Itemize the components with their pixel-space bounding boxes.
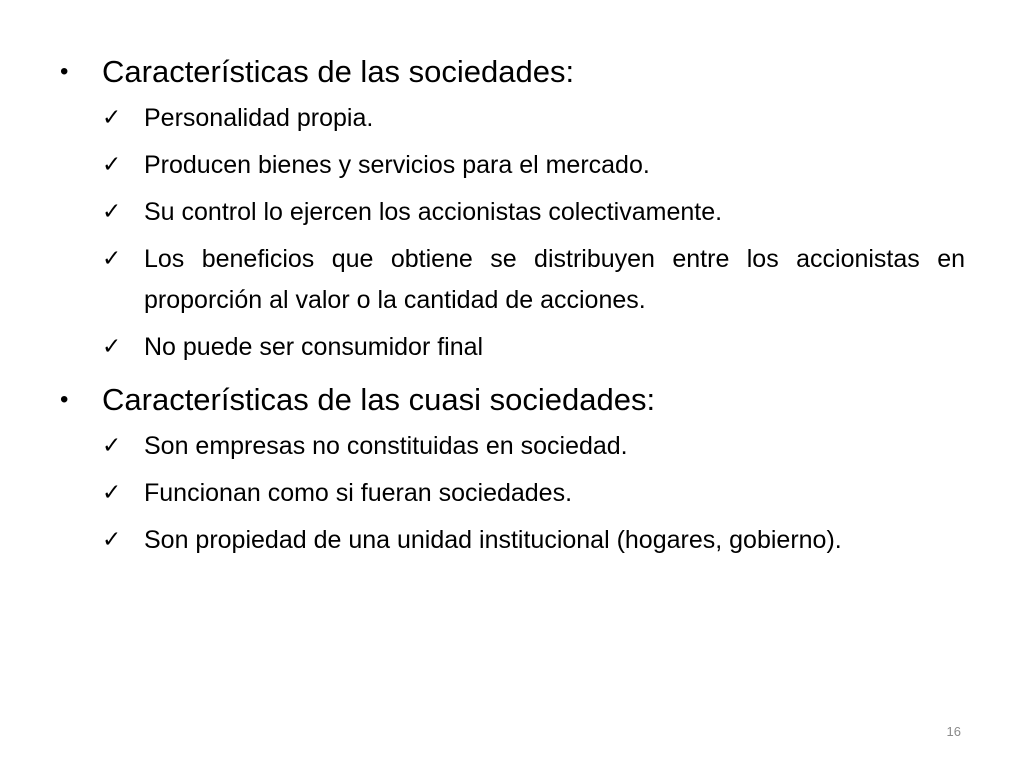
checkmark-icon: ✓	[102, 480, 122, 506]
list-item	[60, 327, 965, 368]
section-sociedades	[60, 50, 965, 368]
heading-row	[60, 378, 965, 422]
heading-row	[60, 50, 965, 94]
list-item	[60, 426, 965, 467]
list-item-text: No puede ser consumidor final	[144, 333, 484, 361]
checkmark-icon: ✓	[102, 246, 122, 272]
list-item-text: Personalidad propia.	[144, 104, 374, 132]
slide-content	[60, 50, 965, 567]
list-item	[60, 145, 965, 186]
list-item	[60, 98, 965, 139]
checkmark-icon: ✓	[102, 105, 122, 131]
list-item-text: Producen bienes y servicios para el mercado.	[144, 151, 650, 179]
list-item-text: Son propiedad de una unidad institucional (hogares, gobierno).	[144, 526, 842, 554]
checkmark-icon: ✓	[102, 152, 122, 178]
bullet-icon: •	[60, 386, 69, 413]
list-item-text: Los beneficios que obtiene se distribuyen entre los accionistas en proporción al valor o la cantidad de acciones.	[144, 245, 965, 314]
section-heading: Características de las sociedades:	[102, 54, 575, 89]
list-item-text: Su control lo ejercen los accionistas colectivamente.	[144, 198, 723, 226]
list-item-text: Funcionan como si fueran sociedades.	[144, 479, 573, 507]
page-number: 16	[946, 724, 961, 739]
check-list	[60, 98, 965, 368]
section-cuasi-sociedades	[60, 378, 965, 561]
section-heading: Características de las cuasi sociedades:	[102, 382, 656, 417]
checkmark-icon: ✓	[102, 433, 122, 459]
checkmark-icon: ✓	[102, 199, 122, 225]
checkmark-icon: ✓	[102, 527, 122, 553]
list-item	[60, 473, 965, 514]
checkmark-icon: ✓	[102, 334, 122, 360]
list-item	[60, 192, 965, 233]
check-list	[60, 426, 965, 561]
list-item	[60, 239, 965, 321]
list-item	[60, 520, 965, 561]
list-item-text: Son empresas no constituidas en sociedad.	[144, 432, 628, 460]
bullet-icon: •	[60, 58, 69, 85]
